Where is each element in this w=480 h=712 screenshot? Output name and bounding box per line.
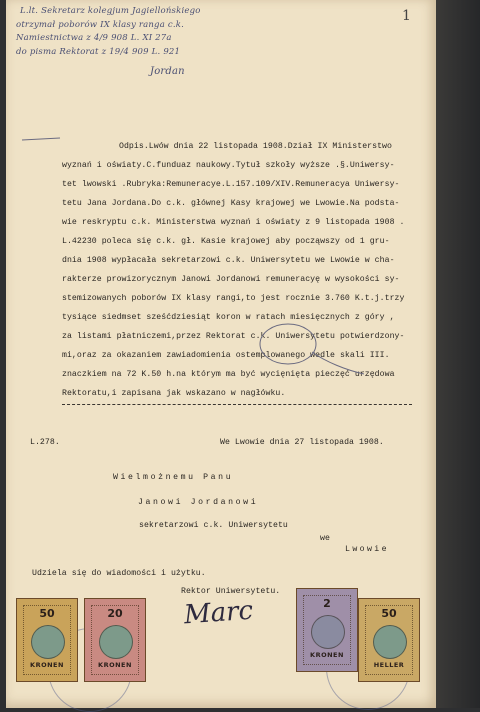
revenue-stamp: 20 KRONEN [84, 598, 146, 682]
info-line: Udziela się do wiadomości i użytku. [32, 569, 206, 578]
body-line: tysiące siedmset sześćdziesiąt koron w ratach miesięcznych z góry , [62, 313, 395, 322]
date-line: We Lwowie dnia 27 listopada 1908. [220, 438, 384, 447]
addressee-salutation: Wielmożnemu Panu [113, 473, 234, 482]
annotation-line: L.lt. Sekretarz kolegjum Jagiellońskiego [20, 6, 201, 16]
addressee-name: Janowi Jordanowi [138, 498, 259, 507]
revenue-stamp: 50 HELLER [358, 598, 420, 682]
scan-background [436, 0, 480, 708]
addressee-in: we [320, 534, 330, 543]
annotation-line: otrzymał poborów IX klasy ranga c.k. [16, 20, 184, 30]
annotation-signature: Jordan [150, 66, 185, 77]
margin-mark-icon [20, 128, 64, 148]
addressee-city: Lwowie [345, 545, 389, 554]
body-line: Rektoratu,i zapisana jak wskazano w nagłówku. [62, 389, 286, 398]
body-line: znaczkiem na 72 K.50 h.na którym ma być wycięnięta pieczęć urzędowa [62, 370, 395, 379]
body-line: stemizowanych poborów IX klasy rangi,to jest rocznie 3.760 K.t.j.trzy [62, 294, 405, 303]
revenue-stamp: 50 KRONEN [16, 598, 78, 682]
body-line: Odpis.Lwów dnia 22 listopada 1908.Dział IX Ministerstwo [119, 142, 392, 151]
body-line: L.42230 poleca się c.k. gł. Kasie krajowej aby począwszy od 1 gru- [62, 237, 390, 246]
revenue-stamp: 2 KRONEN [296, 588, 358, 672]
body-line: wyznań i oświaty.C.funduaz naukowy.Tytuł szkoły wyższe .§.Uniwersy- [62, 161, 395, 170]
body-line: mi,oraz za okazaniem zawiadomienia ostemplowanego wedle skali III. [62, 351, 390, 360]
page-number: 1 [402, 8, 411, 24]
body-line: za listami płatniczemi,przez Rektorat c.k. Uniwersytetu potwierdzony- [62, 332, 405, 341]
section-divider [62, 404, 412, 405]
body-line: tet lwowski .Rubryka:Remuneracye.L.157.109/XIV.Remuneracya Uniwersy- [62, 180, 400, 189]
signatory: Rektor Uniwersytetu. [181, 587, 281, 596]
pencil-circle-mark-icon [256, 318, 366, 380]
addressee-title: sekretarzowi c.k. Uniwersytetu [139, 521, 288, 530]
signature: Marc [183, 595, 255, 631]
annotation-line: do pisma Rektorat z 19/4 909 L. 921 [16, 47, 181, 57]
body-line: tetu Jana Jordana.Do c.k. głównej Kasy krajowej we Lwowie.Na podsta- [62, 199, 400, 208]
body-line: dnia 1908 wypłacała sekretarzowi c.k. Uniwersytetu we Lwowie w cha- [62, 256, 395, 265]
reference-number: L.278. [30, 438, 60, 447]
body-line: wie reskryptu c.k. Ministerstwa wyznań i oświaty z 9 listopada 1908 . [62, 218, 405, 227]
annotation-line: Namiestnictwa z 4/9 908 L. XI 27a [16, 33, 172, 43]
body-line: rakterze prowizorycznym Janowi Jordanowi remuneracyę w wysokości sy- [62, 275, 400, 284]
